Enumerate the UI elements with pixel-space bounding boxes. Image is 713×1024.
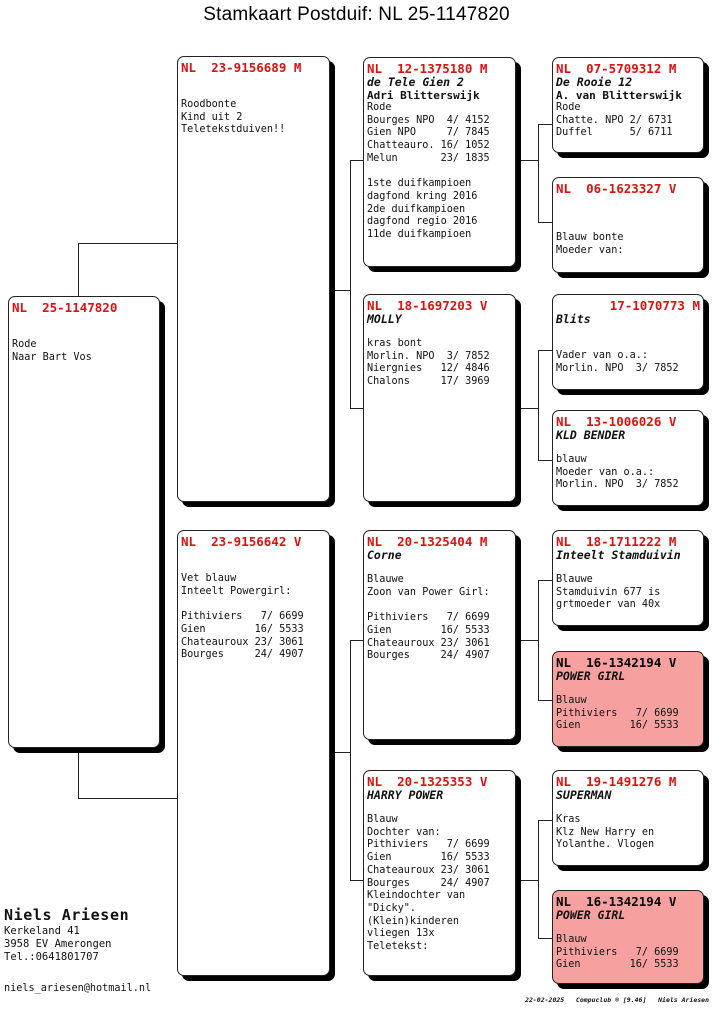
info-line: (Klein)kinderen [367, 915, 460, 927]
info-line: Roodbonte [181, 99, 237, 110]
connector-line [538, 820, 539, 938]
pigeon-name: Corne [367, 548, 402, 562]
fm-mother-card [552, 410, 704, 506]
info-line: Duffel 5/ 6711 [556, 127, 673, 139]
connector-line [538, 580, 539, 700]
info-line: Blauw [556, 695, 587, 706]
breeder-info [4, 906, 129, 964]
info-line: blauw [556, 454, 587, 465]
ring-number: NL 25-1147820 [12, 300, 118, 315]
connector-line [78, 748, 79, 798]
owner-name: Adri Blitterswijk [367, 89, 480, 102]
info-line: Teletekstduiven!! [181, 124, 286, 136]
info-line: Yolanthe. Vlogen [556, 839, 655, 851]
connector-line [538, 124, 553, 125]
info-line: Rode [12, 339, 37, 350]
info-line: Gien 16/ 5533 [556, 720, 679, 732]
footer-text: 22-02-2025 Compuclub ® [9.46] Niels Ariesen [525, 996, 709, 1004]
info-line: Bourges NPO 4/ 4152 [367, 114, 490, 126]
info-line [367, 166, 512, 179]
mother-card [177, 530, 330, 976]
info-line: kras bont [367, 338, 423, 349]
ring-number: NL 23-9156689 M [181, 60, 302, 75]
pigeon-name: POWER GIRL [556, 669, 626, 683]
info-line: Niergnies 12/ 4846 [367, 363, 490, 375]
pigeon-name: Inteelt Stamduivin [556, 548, 681, 562]
pigeon-name: De Rooie 12 [556, 75, 633, 89]
connector-line [350, 408, 364, 409]
info-line: Blauw [556, 934, 587, 945]
connector-line [538, 350, 553, 351]
info-line: Gien 16/ 5533 [367, 624, 490, 636]
info-line: Chateauroux 23/ 3061 [367, 864, 490, 876]
info-line: Gien NPO 7/ 7845 [367, 127, 490, 139]
info-line: Bourges 24/ 4907 [367, 650, 490, 662]
info-line: Morlin. NPO 3/ 7852 [556, 479, 679, 491]
info-line: Pithiviers 7/ 6699 [556, 946, 679, 958]
info-line: Gien 16/ 5533 [556, 959, 679, 971]
breeder-city: 3958 EV Amerongen [4, 938, 112, 950]
info-line [181, 598, 326, 611]
connector-line [330, 752, 350, 753]
ring-number: NL 06-1623327 V [556, 181, 677, 196]
info-line: Gien 16/ 5533 [181, 623, 304, 635]
info-line: Zoon van Power Girl: [367, 586, 490, 598]
info-line: Gien 16/ 5533 [367, 852, 490, 864]
mf-father-card [552, 530, 704, 626]
ring-number: NL 20-1325404 M [367, 534, 488, 549]
connector-line [538, 938, 553, 939]
info-line: Blauwe [556, 574, 593, 585]
connector-line [350, 640, 364, 641]
info-line: Pithiviers 7/ 6699 [181, 611, 304, 623]
info-line: Teletekst: [367, 941, 429, 953]
info-line: Morlin. NPO 3/ 7852 [367, 350, 490, 362]
info-line: dagfond kring 2016 [367, 190, 478, 202]
info-line: Moeder van: [556, 244, 624, 256]
info-line: Inteelt Powergirl: [181, 585, 292, 597]
info-line: Blauw [367, 814, 398, 825]
info-line: Pithiviers 7/ 6699 [367, 612, 490, 624]
info-line: Blauwe [367, 574, 404, 585]
connector-line [78, 243, 79, 298]
pigeon-name: Blits [556, 312, 591, 326]
father-card [177, 56, 330, 502]
ff-father-card [552, 57, 704, 153]
connector-line [538, 222, 553, 223]
connector-line [350, 160, 351, 408]
info-line: 2de duifkampioen [367, 203, 466, 215]
info-line: Melun 23/ 1835 [367, 152, 490, 164]
connector-line [78, 798, 178, 799]
info-line: Bourges 24/ 4907 [367, 877, 490, 889]
pigeon-name: HARRY POWER [367, 788, 444, 802]
connector-line [520, 640, 538, 641]
info-line: Stamduivin 677 is [556, 586, 661, 598]
breeder-phone: Tel.:0641801707 [4, 951, 99, 963]
connector-line [520, 408, 538, 409]
pigeon-name: POWER GIRL [556, 908, 626, 922]
maternal-grandfather-card [363, 530, 516, 740]
pigeon-name: SUPERMAN [556, 788, 612, 802]
info-line: Dochter van: [367, 826, 441, 838]
ring-number: NL 18-1711222 M [556, 534, 677, 549]
connector-line [538, 820, 553, 821]
info-line: 1ste duifkampioen [367, 178, 472, 190]
subject-card [8, 296, 160, 748]
info-line: Kind uit 2 [181, 111, 243, 123]
info-line: dagfond regio 2016 [367, 216, 478, 228]
ring-number: NL 12-1375180 M [367, 61, 488, 76]
info-line: Rode [367, 102, 392, 113]
mf-mother-card [552, 651, 704, 747]
info-line: Klz New Harry en [556, 826, 655, 838]
page-title: Stamkaart Postduif: NL 25-1147820 [203, 4, 510, 25]
ring-number: NL 07-5709312 M [556, 61, 677, 76]
connector-line [538, 350, 539, 460]
mm-mother-card [552, 890, 704, 984]
ring-number: NL 23-9156642 V [181, 534, 302, 549]
paternal-grandmother-card [363, 294, 516, 502]
info-line: 11de duifkampioen [367, 229, 472, 241]
breeder-email[interactable]: niels_ariesen@hotmail.nl [4, 983, 152, 994]
info-line: Chatteauro. 16/ 1052 [367, 140, 490, 152]
connector-line [350, 640, 351, 880]
info-line: vliegen 13x [367, 928, 435, 940]
info-line: Blauw bonte [556, 232, 624, 243]
mm-father-card [552, 770, 704, 866]
pigeon-name: de Tele Gien 2 [367, 75, 464, 89]
connector-line [538, 124, 539, 222]
maternal-grandmother-card [363, 770, 516, 976]
connector-line [330, 290, 350, 291]
info-line: grtmoeder van 40x [556, 599, 661, 611]
connector-line [78, 243, 178, 244]
info-line: Bourges 24/ 4907 [181, 649, 304, 661]
ring-number: NL 19-1491276 M [556, 774, 677, 789]
info-line: "Dicky". [367, 902, 417, 914]
info-line: Kleindochter van [367, 890, 466, 902]
info-line: Chatte. NPO 2/ 6731 [556, 114, 673, 126]
breeder-name: Niels Ariesen [4, 906, 130, 924]
ff-mother-card [552, 177, 704, 273]
connector-line [520, 160, 538, 161]
info-line [367, 599, 512, 612]
info-line: Rode [556, 102, 581, 113]
info-line: Morlin. NPO 3/ 7852 [556, 362, 679, 374]
info-line: Pithiviers 7/ 6699 [556, 707, 679, 719]
connector-line [538, 460, 553, 461]
info-line: Chalons 17/ 3969 [367, 376, 490, 388]
owner-name: A. van Blitterswijk [556, 89, 682, 102]
info-line: Naar Bart Vos [12, 351, 92, 363]
info-line: Chateauroux 23/ 3061 [367, 637, 490, 649]
info-line: Vader van o.a.: [556, 350, 649, 361]
breeder-street: Kerkeland 41 [4, 925, 80, 937]
connector-line [538, 580, 553, 581]
ring-number: NL 16-1342194 V [556, 894, 677, 909]
info-line: Chateauroux 23/ 3061 [181, 636, 304, 648]
info-line: Moeder van o.a.: [556, 466, 655, 478]
pigeon-name: MOLLY [367, 312, 402, 326]
info-line: Pithiviers 7/ 6699 [367, 839, 490, 851]
fm-father-card [552, 294, 704, 390]
connector-line [350, 160, 364, 161]
ring-number: NL 16-1342194 V [556, 655, 677, 670]
connector-line [520, 880, 538, 881]
pigeon-name: KLD BENDER [556, 428, 626, 442]
info-line: Kras [556, 814, 581, 825]
connector-line [350, 880, 364, 881]
connector-line [538, 700, 553, 701]
info-line: Vet blauw [181, 573, 237, 584]
ring-number: NL 13-1006026 V [556, 414, 677, 429]
paternal-grandfather-card [363, 57, 516, 267]
ring-number: 17-1070773 M [609, 298, 700, 313]
ring-number: NL 18-1697203 V [367, 298, 488, 313]
ring-number: NL 20-1325353 V [367, 774, 488, 789]
